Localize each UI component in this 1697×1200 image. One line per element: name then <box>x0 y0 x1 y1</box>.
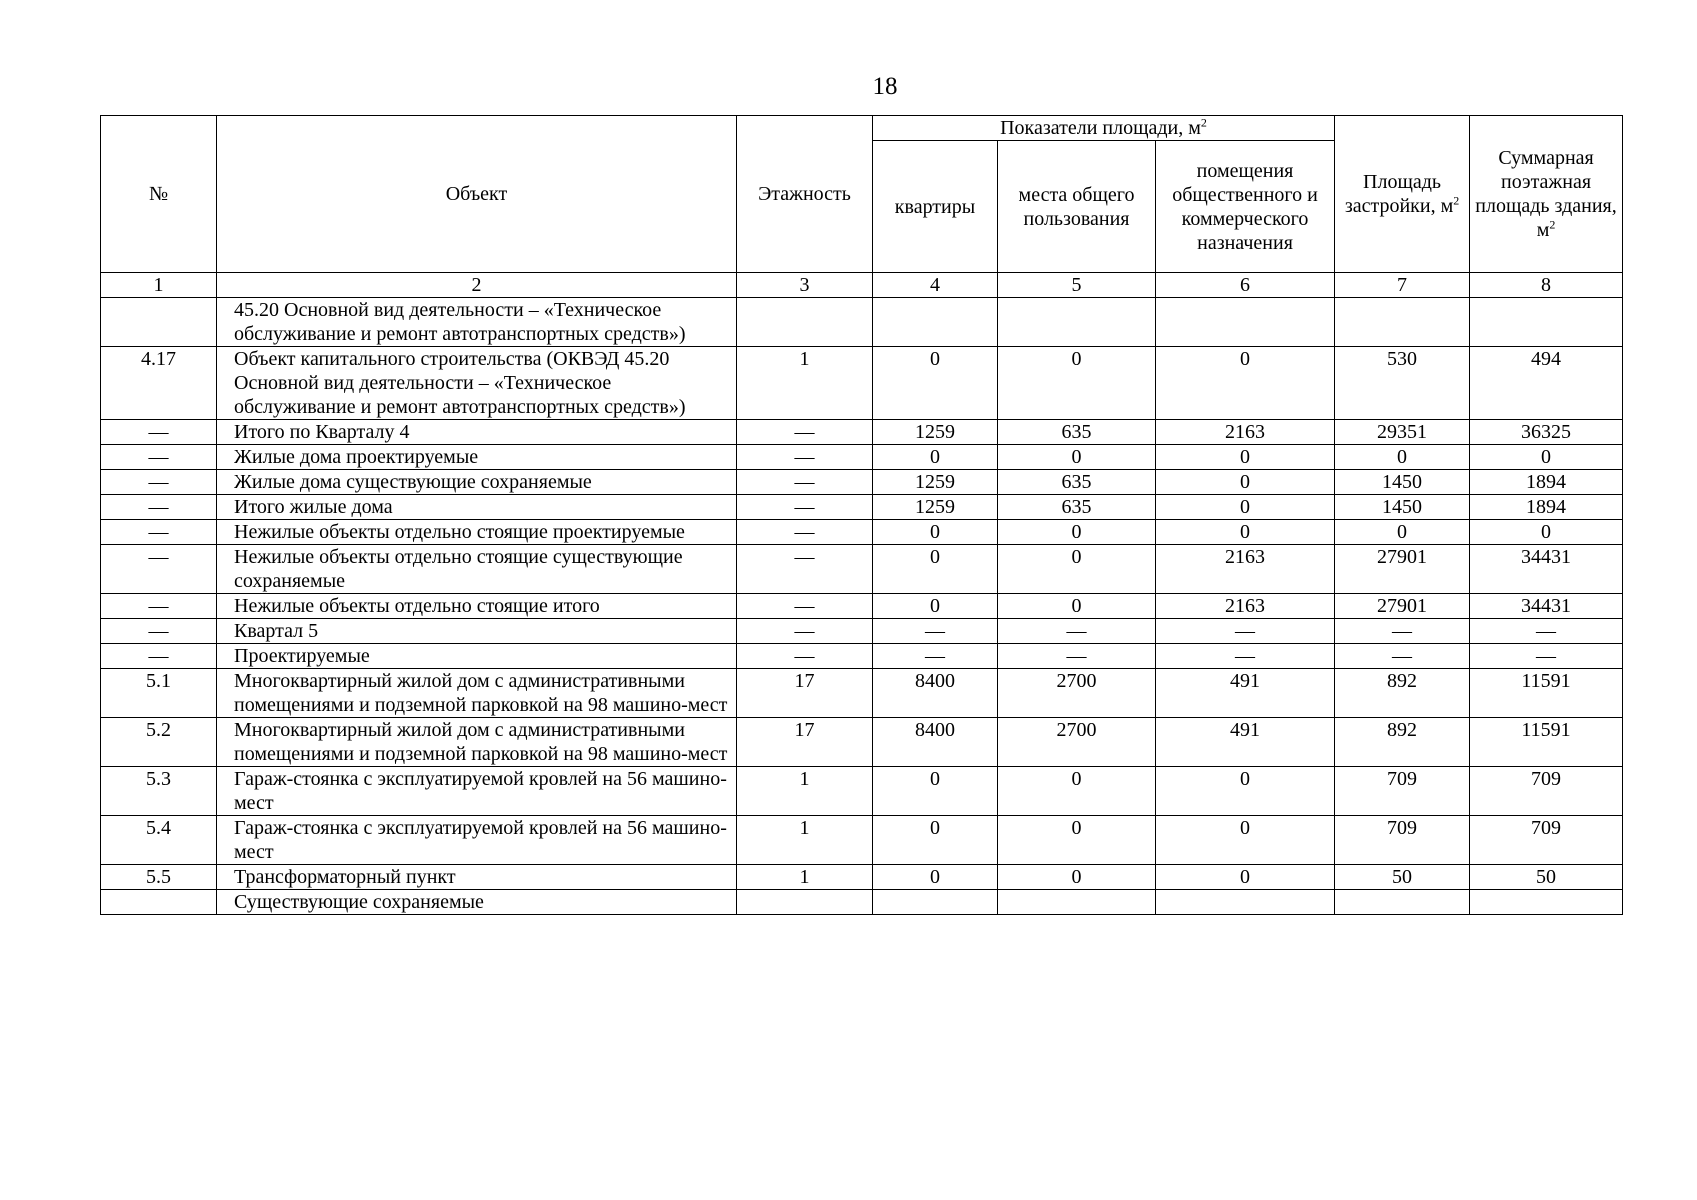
floors-cell <box>737 298 873 347</box>
floors-cell: 1 <box>737 767 873 816</box>
floors-cell: 1 <box>737 816 873 865</box>
floors-cell: — <box>737 520 873 545</box>
object-cell: Трансформаторный пункт <box>217 865 737 890</box>
commercial-cell <box>1156 298 1335 347</box>
row-number-cell: 4.17 <box>101 347 217 420</box>
area-indicators-table <box>100 115 1623 915</box>
built-area-cell: 1450 <box>1335 470 1470 495</box>
total-floor-area-cell: 1894 <box>1470 495 1623 520</box>
floors-cell <box>737 890 873 915</box>
floors-cell: — <box>737 619 873 644</box>
table-row <box>101 495 1623 520</box>
apartments-cell <box>873 890 998 915</box>
total-floor-area-cell: 50 <box>1470 865 1623 890</box>
apartments-cell: 0 <box>873 594 998 619</box>
table-row <box>101 594 1623 619</box>
row-number-cell: — <box>101 619 217 644</box>
row-number-cell: 5.4 <box>101 816 217 865</box>
built-area-cell <box>1335 890 1470 915</box>
floors-cell: 17 <box>737 718 873 767</box>
table-row <box>101 816 1623 865</box>
built-area-cell: 530 <box>1335 347 1470 420</box>
total-floor-area-cell: 0 <box>1470 520 1623 545</box>
commercial-cell: 0 <box>1156 445 1335 470</box>
header-apartments: квартиры <box>873 141 998 273</box>
table-row <box>101 445 1623 470</box>
commercial-cell: 0 <box>1156 520 1335 545</box>
common-areas-cell <box>998 890 1156 915</box>
object-cell: Квартал 5 <box>217 619 737 644</box>
row-number-cell: 5.3 <box>101 767 217 816</box>
total-floor-area-cell: 709 <box>1470 816 1623 865</box>
commercial-cell: 0 <box>1156 767 1335 816</box>
row-number-cell: 5.5 <box>101 865 217 890</box>
total-floor-area-cell <box>1470 890 1623 915</box>
common-areas-cell: 2700 <box>998 718 1156 767</box>
column-number: 6 <box>1156 273 1335 298</box>
built-area-cell: 50 <box>1335 865 1470 890</box>
header-common-areas: места общего пользования <box>998 141 1156 273</box>
header-total-floor-area <box>1470 116 1623 273</box>
apartments-cell: 0 <box>873 816 998 865</box>
common-areas-cell: — <box>998 644 1156 669</box>
common-areas-cell: 635 <box>998 470 1156 495</box>
header-area-group-label: Показатели площади, м <box>1000 117 1201 139</box>
floors-cell: — <box>737 470 873 495</box>
commercial-cell: 491 <box>1156 669 1335 718</box>
object-cell: Проектируемые <box>217 644 737 669</box>
commercial-cell: — <box>1156 619 1335 644</box>
column-numbers-row <box>101 273 1623 298</box>
apartments-cell: 1259 <box>873 470 998 495</box>
table-row <box>101 865 1623 890</box>
built-area-cell: 0 <box>1335 520 1470 545</box>
page-number: 18 <box>872 73 898 100</box>
table-row <box>101 619 1623 644</box>
row-number-cell: 5.1 <box>101 669 217 718</box>
row-number-cell: — <box>101 420 217 445</box>
apartments-cell: 0 <box>873 545 998 594</box>
floors-cell: 1 <box>737 865 873 890</box>
row-number-cell: — <box>101 470 217 495</box>
floors-cell: — <box>737 420 873 445</box>
table-row <box>101 718 1623 767</box>
table-row <box>101 545 1623 594</box>
header-number: № <box>101 116 217 273</box>
floors-cell: — <box>737 644 873 669</box>
total-floor-area-cell: 494 <box>1470 347 1623 420</box>
column-number: 2 <box>217 273 737 298</box>
built-area-cell: 1450 <box>1335 495 1470 520</box>
common-areas-cell: 0 <box>998 767 1156 816</box>
column-number: 4 <box>873 273 998 298</box>
header-area-group-sup: 2 <box>1200 115 1207 130</box>
floors-cell: — <box>737 545 873 594</box>
commercial-cell: 0 <box>1156 470 1335 495</box>
commercial-cell: 0 <box>1156 816 1335 865</box>
total-floor-area-cell: — <box>1470 619 1623 644</box>
total-floor-area-cell: 36325 <box>1470 420 1623 445</box>
apartments-cell: 0 <box>873 520 998 545</box>
row-number-cell: — <box>101 545 217 594</box>
header-total-floor-area-sup: 2 <box>1549 217 1556 232</box>
object-cell: Многоквартирный жилой дом с административными помещениями и подземной парковкой на 98 машино-мест <box>217 718 737 767</box>
apartments-cell: — <box>873 619 998 644</box>
row-number-cell: — <box>101 495 217 520</box>
table-row <box>101 890 1623 915</box>
built-area-cell: 892 <box>1335 718 1470 767</box>
commercial-cell: 2163 <box>1156 545 1335 594</box>
header-commercial: помещения общественного и коммерческого назначения <box>1156 141 1335 273</box>
row-number-cell: 5.2 <box>101 718 217 767</box>
object-cell: 45.20 Основной вид деятельности – «Техническое обслуживание и ремонт автотранспортных средств») <box>217 298 737 347</box>
common-areas-cell: 635 <box>998 420 1156 445</box>
object-cell: Многоквартирный жилой дом с административными помещениями и подземной парковкой на 98 машино-мест <box>217 669 737 718</box>
apartments-cell <box>873 298 998 347</box>
total-floor-area-cell <box>1470 298 1623 347</box>
column-number: 3 <box>737 273 873 298</box>
commercial-cell: 0 <box>1156 347 1335 420</box>
floors-cell: 17 <box>737 669 873 718</box>
table-row <box>101 669 1623 718</box>
column-number: 1 <box>101 273 217 298</box>
commercial-cell: — <box>1156 644 1335 669</box>
built-area-cell: 709 <box>1335 816 1470 865</box>
floors-cell: — <box>737 495 873 520</box>
common-areas-cell: 0 <box>998 520 1156 545</box>
apartments-cell: 8400 <box>873 669 998 718</box>
built-area-cell: 27901 <box>1335 545 1470 594</box>
header-floors: Этажность <box>737 116 873 273</box>
object-cell: Нежилые объекты отдельно стоящие итого <box>217 594 737 619</box>
built-area-cell: 0 <box>1335 445 1470 470</box>
row-number-cell: — <box>101 594 217 619</box>
built-area-cell: 29351 <box>1335 420 1470 445</box>
header-built-area <box>1335 116 1470 273</box>
header-object: Объект <box>217 116 737 273</box>
header-total-floor-area-label: Суммарная поэтажная площадь здания, м <box>1475 147 1617 241</box>
total-floor-area-cell: 34431 <box>1470 545 1623 594</box>
table-header <box>101 116 1623 298</box>
object-cell: Нежилые объекты отдельно стоящие существующие сохраняемые <box>217 545 737 594</box>
common-areas-cell: 0 <box>998 545 1156 594</box>
floors-cell: — <box>737 445 873 470</box>
commercial-cell: 2163 <box>1156 420 1335 445</box>
commercial-cell: 0 <box>1156 865 1335 890</box>
common-areas-cell: 0 <box>998 594 1156 619</box>
floors-cell: 1 <box>737 347 873 420</box>
built-area-cell: 892 <box>1335 669 1470 718</box>
header-built-area-label: Площадь застройки, м <box>1344 171 1454 217</box>
commercial-cell: 0 <box>1156 495 1335 520</box>
commercial-cell <box>1156 890 1335 915</box>
object-cell: Объект капитального строительства (ОКВЭД 45.20 Основной вид деятельности – «Техническое обслуживание и ремонт автотранспортных средств») <box>217 347 737 420</box>
built-area-cell: — <box>1335 644 1470 669</box>
apartments-cell: 8400 <box>873 718 998 767</box>
object-cell: Итого жилые дома <box>217 495 737 520</box>
object-cell: Гараж-стоянка с эксплуатируемой кровлей на 56 машино-мест <box>217 816 737 865</box>
common-areas-cell: 0 <box>998 816 1156 865</box>
row-number-cell <box>101 298 217 347</box>
header-area-group <box>873 116 1335 141</box>
column-number: 7 <box>1335 273 1470 298</box>
table-row <box>101 298 1623 347</box>
common-areas-cell: — <box>998 619 1156 644</box>
total-floor-area-cell: 0 <box>1470 445 1623 470</box>
table-row <box>101 470 1623 495</box>
column-number: 5 <box>998 273 1156 298</box>
table-row <box>101 520 1623 545</box>
total-floor-area-cell: 1894 <box>1470 470 1623 495</box>
common-areas-cell: 0 <box>998 865 1156 890</box>
floors-cell: — <box>737 594 873 619</box>
apartments-cell: 0 <box>873 865 998 890</box>
built-area-cell: 709 <box>1335 767 1470 816</box>
common-areas-cell: 2700 <box>998 669 1156 718</box>
common-areas-cell <box>998 298 1156 347</box>
built-area-cell <box>1335 298 1470 347</box>
apartments-cell: 1259 <box>873 495 998 520</box>
commercial-cell: 2163 <box>1156 594 1335 619</box>
total-floor-area-cell: 34431 <box>1470 594 1623 619</box>
apartments-cell: 0 <box>873 767 998 816</box>
row-number-cell: — <box>101 445 217 470</box>
object-cell: Гараж-стоянка с эксплуатируемой кровлей на 56 машино-мест <box>217 767 737 816</box>
apartments-cell: — <box>873 644 998 669</box>
table-row <box>101 420 1623 445</box>
row-number-cell <box>101 890 217 915</box>
apartments-cell: 0 <box>873 445 998 470</box>
row-number-cell: — <box>101 520 217 545</box>
total-floor-area-cell: 11591 <box>1470 669 1623 718</box>
header-built-area-sup: 2 <box>1453 193 1460 208</box>
column-number: 8 <box>1470 273 1623 298</box>
table-row <box>101 347 1623 420</box>
total-floor-area-cell: — <box>1470 644 1623 669</box>
object-cell: Итого по Кварталу 4 <box>217 420 737 445</box>
built-area-cell: — <box>1335 619 1470 644</box>
object-cell: Существующие сохраняемые <box>217 890 737 915</box>
common-areas-cell: 0 <box>998 347 1156 420</box>
apartments-cell: 0 <box>873 347 998 420</box>
table-row <box>101 767 1623 816</box>
table-row <box>101 644 1623 669</box>
total-floor-area-cell: 11591 <box>1470 718 1623 767</box>
common-areas-cell: 635 <box>998 495 1156 520</box>
object-cell: Жилые дома существующие сохраняемые <box>217 470 737 495</box>
object-cell: Жилые дома проектируемые <box>217 445 737 470</box>
row-number-cell: — <box>101 644 217 669</box>
built-area-cell: 27901 <box>1335 594 1470 619</box>
apartments-cell: 1259 <box>873 420 998 445</box>
total-floor-area-cell: 709 <box>1470 767 1623 816</box>
common-areas-cell: 0 <box>998 445 1156 470</box>
object-cell: Нежилые объекты отдельно стоящие проектируемые <box>217 520 737 545</box>
table-body <box>101 298 1623 915</box>
commercial-cell: 491 <box>1156 718 1335 767</box>
